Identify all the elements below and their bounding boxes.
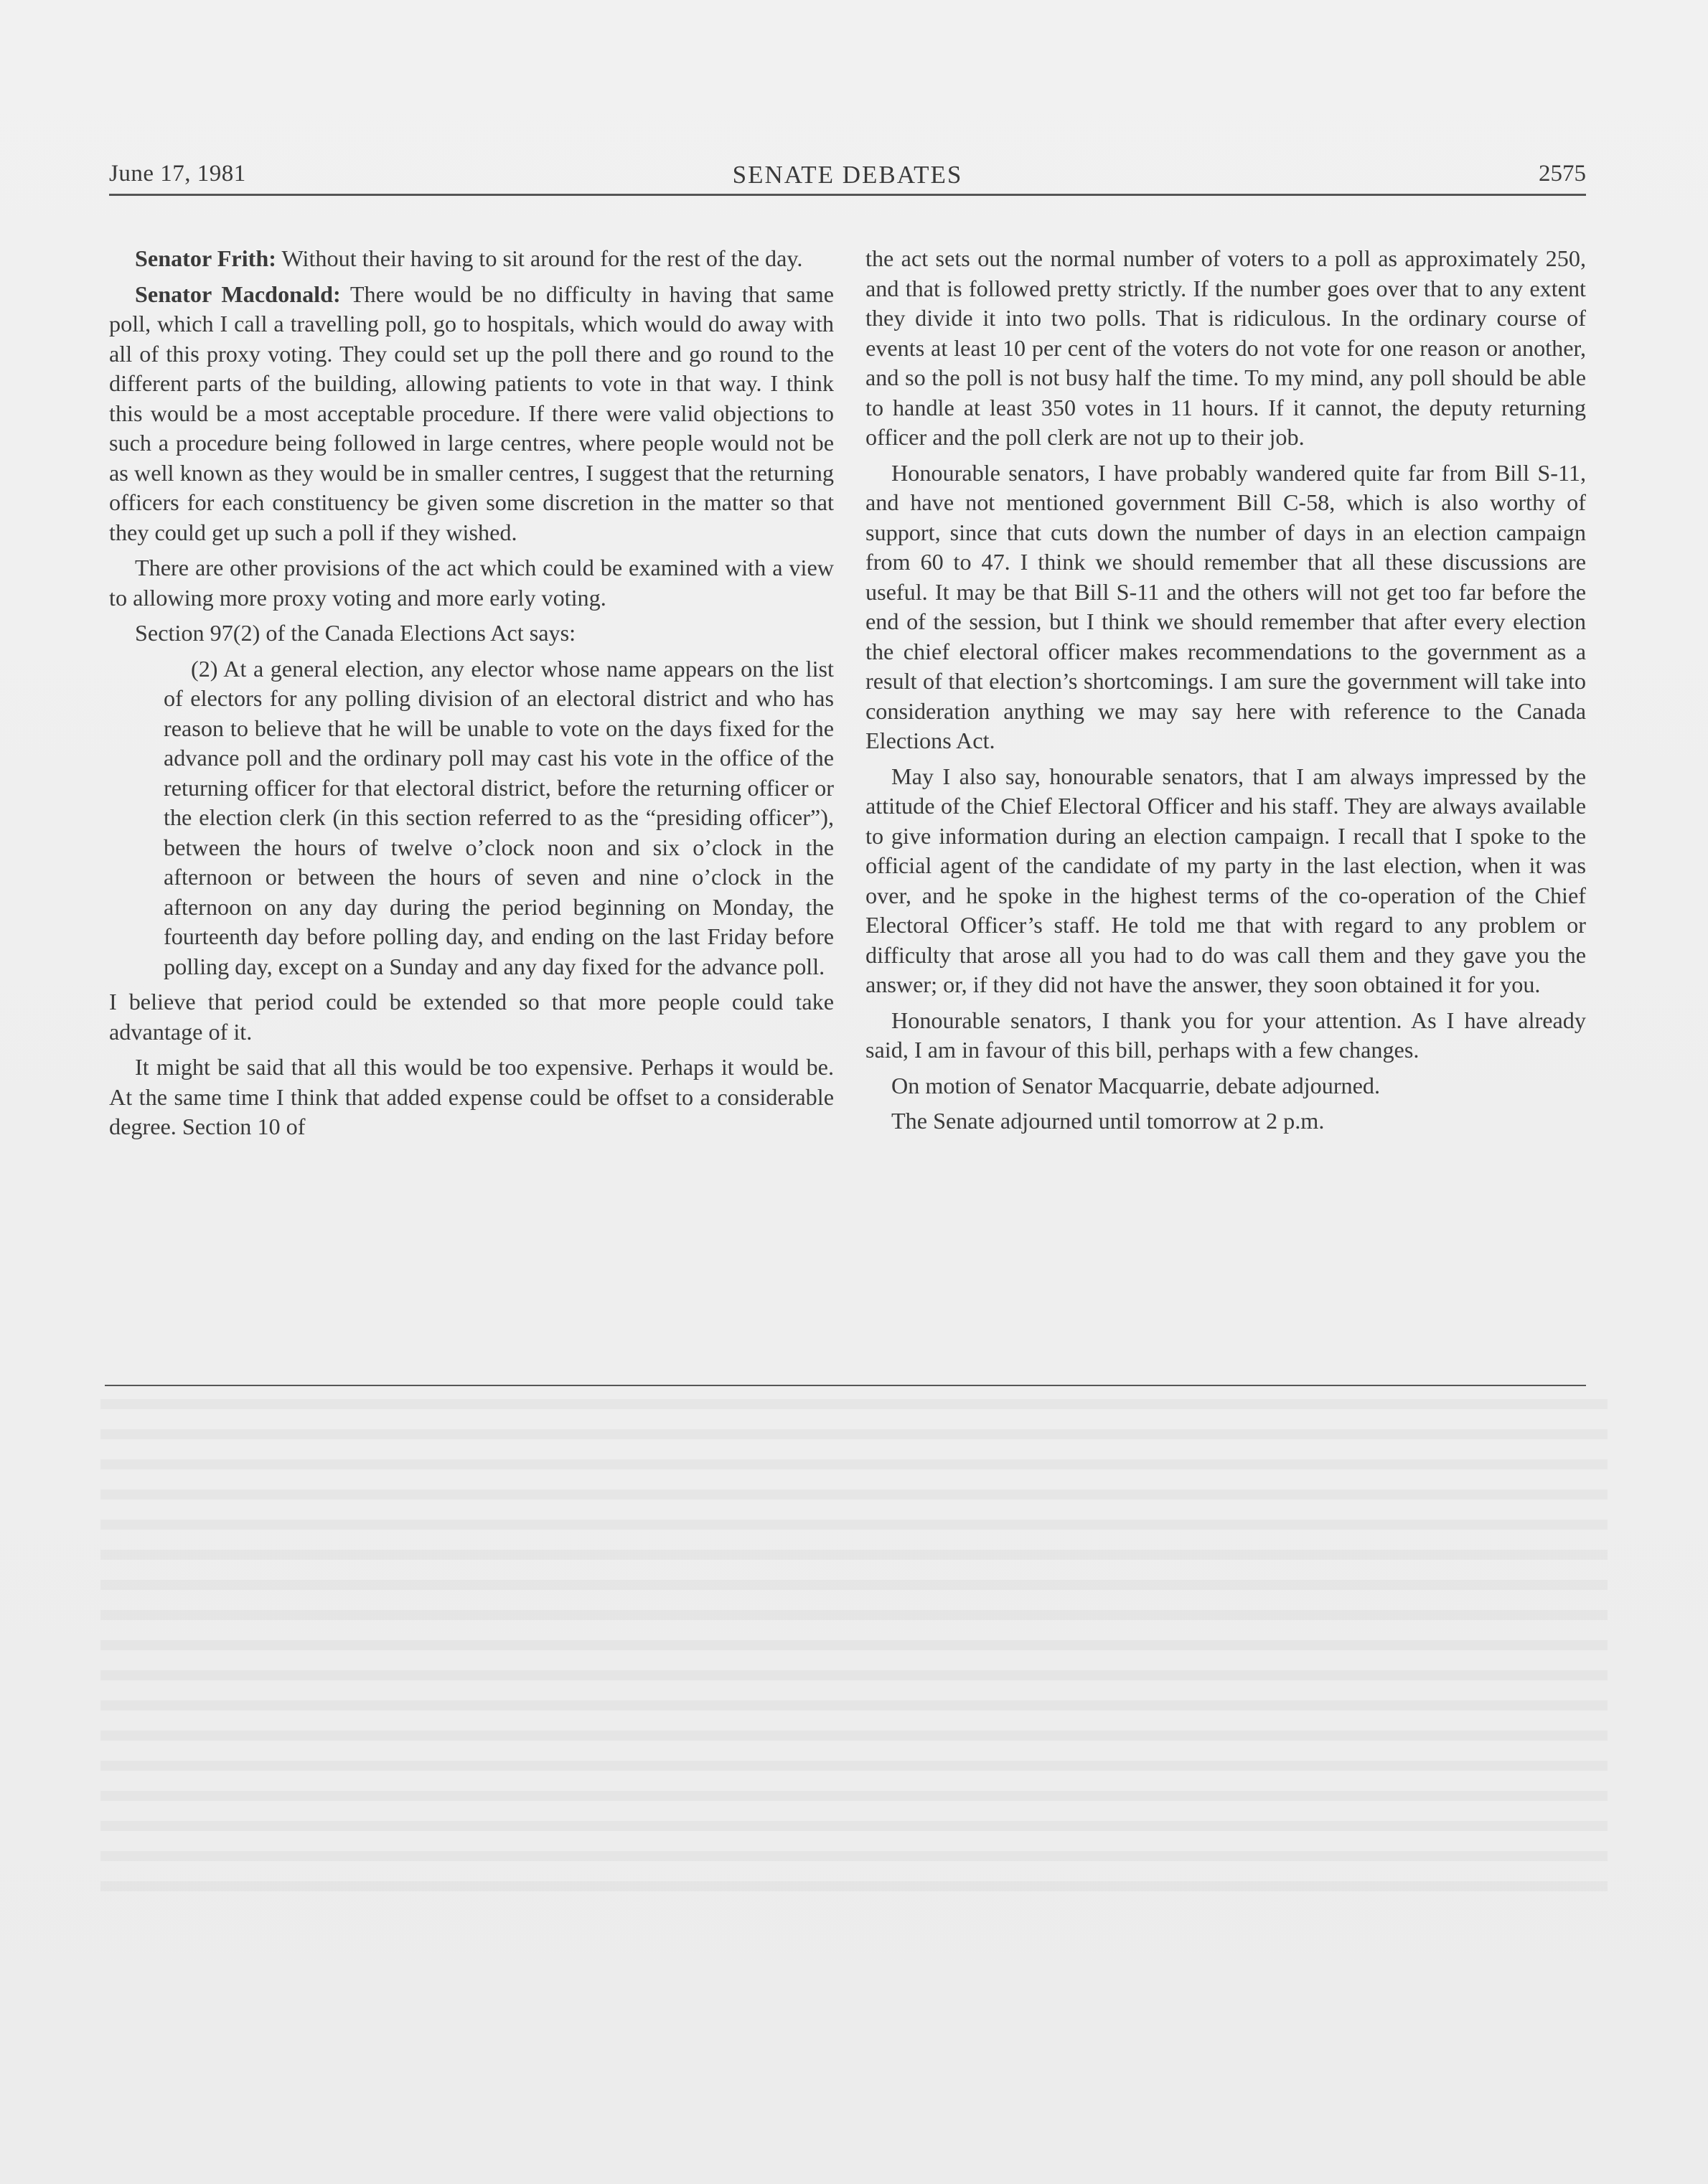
speaker-name: Senator Macdonald: bbox=[135, 281, 341, 307]
left-column bbox=[109, 244, 834, 1148]
paragraph: Section 97(2) of the Canada Elections Act says: bbox=[135, 620, 576, 646]
paragraph-frith bbox=[109, 244, 834, 274]
right-column bbox=[865, 244, 1586, 1142]
quoted-paragraph: (2) At a general election, any elector whose name appears on the list of electors for any polling division of an electoral district and who has reason to believe that he will be unable to vote on the days fixed for the advance poll and the ordinary poll may cast his vote in the office of the returning officer for that electoral district, before the returning officer or the election clerk (in this section referred to as the “presiding officer”), between the hours of twelve o’clock noon and six o’clock in the afternoon or between the hours of seven and nine o’clock in the afternoon on any day during the period beginning on Monday, the fourteenth day before polling day, and ending on the last Friday before polling day, except on a Sunday and any day fixed for the advance poll. bbox=[164, 655, 834, 979]
quoted-statute bbox=[164, 654, 834, 982]
header-page-number: 2575 bbox=[1539, 161, 1586, 187]
running-header bbox=[109, 161, 1586, 196]
header-title: SENATE DEBATES bbox=[732, 161, 963, 189]
speaker-name: Senator Frith: bbox=[135, 245, 276, 271]
paragraph-motion: On motion of Senator Macquarrie, debate adjourned. bbox=[891, 1072, 1381, 1098]
paragraph: Honourable senators, I thank you for your attention. As I have already said, I am in favour of this bill, perhaps with a few changes. bbox=[865, 1007, 1586, 1063]
paragraph: I believe that period could be extended so that more people could take advantage of it. bbox=[109, 989, 834, 1045]
paragraph: There are other provisions of the act which could be examined with a view to allowing more proxy voting and more early voting. bbox=[109, 555, 834, 611]
paragraph-text: There would be no difficulty in having that same poll, which I call a travelling poll, go to hospitals, which would do away with all of this proxy voting. They could set up the poll there and go round to the different parts of the building, allowing patients to vote in that way. I think this would be a most acceptable procedure. If there were valid objections to such a procedure being followed in large centres, where people would not be as well known as they would be in smaller centres, I suggest that the returning officers for each constituency be given some discretion in the matter so that they could get up such a poll if they wished. bbox=[109, 281, 834, 545]
header-date: June 17, 1981 bbox=[109, 161, 246, 187]
paragraph-macdonald bbox=[109, 280, 834, 548]
paragraph-continued: the act sets out the normal number of voters to a poll as approximately 250, and that is followed pretty strictly. If the number goes over that to any extent they divide it into two polls. That is ridiculous. In the ordinary course of events at least 10 per cent of the voters do not vote for one reason or another, and so the poll is not busy half the time. To my mind, any poll should be able to handle at least 350 votes in 11 hours. If it cannot, the deputy returning officer and the poll clerk are not up to their job. bbox=[865, 245, 1586, 450]
paragraph-adjournment: The Senate adjourned until tomorrow at 2 p.m. bbox=[891, 1108, 1325, 1134]
paragraph: May I also say, honourable senators, that I am always impressed by the attitude of the Chief Electoral Officer and his staff. They are always available to give information during an election campaign. I recall that I spoke to the official agent of the candidate of my party in the last election, when it was over, and he spoke in the highest terms of the co-operation of the Chief Electoral Officer’s staff. He told me that with regard to any problem or difficulty that arose all you had to do was call them and they gave you the answer; or, if they did not have the answer, they soon obtained it for you. bbox=[865, 763, 1586, 997]
paragraph: It might be said that all this would be too expensive. Perhaps it would be. At the same time I think that added expense could be offset to a considerable degree. Section 10 of bbox=[109, 1054, 834, 1139]
show-through-texture bbox=[100, 1399, 1608, 1901]
paragraph: Honourable senators, I have probably wandered quite far from Bill S-11, and have not mentioned government Bill C-58, which is also worthy of support, since that cuts down the number of days in an election campaign from 60 to 47. I think we should remember that all these discussions are useful. It may be that Bill S-11 and the others will not get too far before the end of the session, but I think we should remember that after every election the chief electoral officer makes recommendations to the government as a result of that election’s shortcomings. I am sure the government will take into consideration anything we may say here with reference to the Canada Elections Act. bbox=[865, 459, 1586, 753]
paragraph-text: Without their having to sit around for the rest of the day. bbox=[276, 245, 803, 271]
bottom-rule bbox=[105, 1385, 1586, 1386]
